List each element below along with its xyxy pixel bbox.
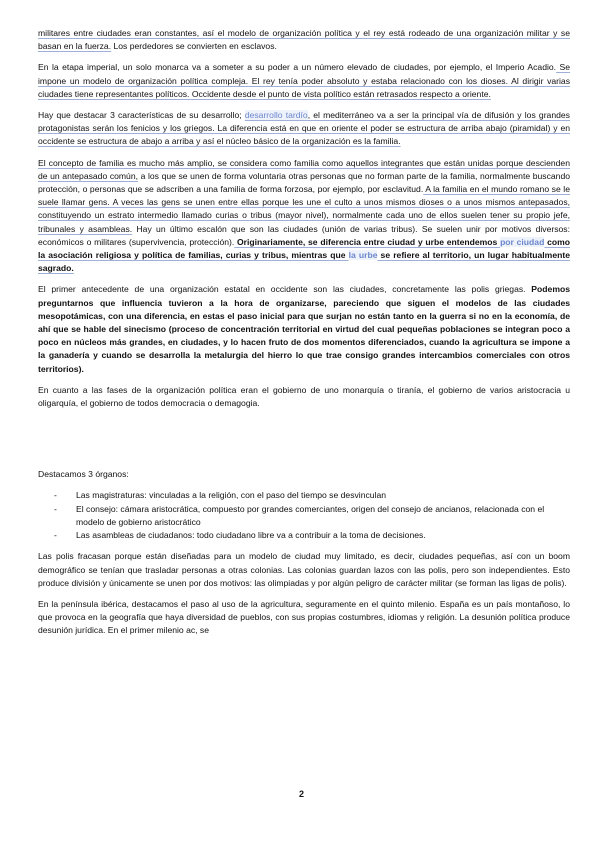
page-content xyxy=(38,27,570,646)
paragraph-1 xyxy=(38,27,570,53)
text: Hay un último escalón que son las ciudades (unión de varias tribus). xyxy=(132,223,418,234)
text: Los perdedores se convierten en esclavos. xyxy=(111,41,277,52)
text: En la etapa imperial, un solo monarca va a someter a su poder a un número elevado de ciudades, por ejemplo, el Imperio Acadio. xyxy=(38,62,557,73)
underlined-text: Al dirigir varias ciudades tiene representantes políticos. Occidente desde el punto de vista político están retrasados respecto a oriente. xyxy=(38,75,571,99)
highlighted-text: la urbe xyxy=(348,250,378,261)
underlined-text: El rey tenía poder absoluto y estaba relacionado con los dioses. xyxy=(248,75,508,86)
bold-text: como la asociación religiosa y política de familias, curias y tribus, mientras que xyxy=(38,236,570,261)
underlined-text: A veces las gens se unen entre ellas porque les une el culto a unos mismos dioses o a unos mismos antepasados, constituyendo un estrato intermedio llamado curias o tribus (mayor nivel), normalmente cada uno de ellos suelen tener su propio jefe, tribunales y asambleas. xyxy=(38,197,571,234)
highlighted-text: por ciudad xyxy=(500,236,545,247)
underlined-text: Se impone un modelo de organización política compleja. xyxy=(38,62,570,86)
paragraph-8: Las polis fracasan porque están diseñadas para un modelo de ciudad muy limitado, es decir, ciudades pequeñas, así con un boom demográfico se tenían que trasladar personas a otras colonias. Las colonias guardan lazos con las polis, pero son independientes. Esto produce división y únicamente se unen por dos motivos: las olimpiadas y por algún peligro de carácter militar (se forman las ligas de polis). xyxy=(38,551,570,588)
underlined-text: La diferencia está en que en oriente el poder se estructura de arriba abajo (piramidal) y en occidente se estructura de abajo a arriba y así el núcleo básico de la organización es la familia. xyxy=(38,123,571,147)
page-number: 2 xyxy=(298,789,304,799)
text: Hay que destacar 3 características de su desarrollo; xyxy=(38,110,245,121)
list-item: - Las magistraturas: vinculadas a la religión, con el paso del tiempo se desvinculan xyxy=(76,489,570,502)
paragraph-9: En la península ibérica, destacamos el paso al uso de la agricultura, seguramente en el quinto milenio. España es un país montañoso, lo que provoca en la geografía que haya diversidad de pueblos, con sus propias costumbres, idiomas y religión. La desunión política produce desunión jurídica. En el primer milenio ac, se xyxy=(38,598,570,636)
organs-list xyxy=(38,489,570,542)
bold-text: se refiere al territorio, un lugar habitualmente sagrado. xyxy=(38,250,570,274)
text: El primer antecedente de una organización estatal en occidente son las ciudades, concretamente las polis griegas. xyxy=(38,284,526,295)
underlined-text: militares entre ciudades eran constantes, así el modelo de organización política y el rey está rodeado de una organización militar y se basan en la fuerza. xyxy=(38,28,570,52)
bold-text: Originariamente, se diferencia entre ciudad y urbe entendemos xyxy=(234,236,501,247)
text: a los que se unen de forma voluntaria otras personas que no forman parte de la familia, normalmente buscando protección, o personas que se adscriben a una familia de forma forzosa, por ejemplo, por esclavitud. xyxy=(38,170,570,195)
paragraph-6: En cuanto a las fases de la organización política eran el gobierno de uno monarquía o tiranía, el gobierno de varios aristocracia u oligarquía, el gobierno de todos democracia o demagogia. xyxy=(38,384,570,409)
paragraph-2 xyxy=(38,61,570,101)
text: Se suelen unir por motivos diversos: económicos o militares (supervivencia, protección). xyxy=(38,223,570,247)
paragraph-3 xyxy=(38,109,570,149)
bold-text: Podemos preguntarnos que influencia tuvieron a la hora de organizarse, pareciendo que siguen el modelos de las ciudades mesopotámicas, con una diferencia, en estas el paso inicial para que surjan no están tanto en la guerra si no en la economía, de ahí que se hable del sinecismo (proceso de concentración territorial en virtud del cual pequeñas poblaciones se integran poco a poco en núcleos más grandes, en ciudades, y lo hacen fruto de dos momentos diferenciados, cuando la agricultura se impone a la ganadería y cuando se desarrolla la metalurgia del hierro lo que trae consigo grandes intercambios comerciales con otros territorios). xyxy=(38,284,570,374)
underlined-text: A la familia en el mundo romano se le suele llamar gens. xyxy=(38,184,570,208)
list-item: - Las asambleas de ciudadanos: todo ciudadano libre va a contribuir a la toma de decisiones. xyxy=(76,529,570,542)
spacer xyxy=(38,418,570,468)
underlined-text: , el mediterráneo va a ser la principal vía de difusión y los grandes protagonistas serán los fenicios y los griegos. xyxy=(38,110,570,134)
highlighted-text: desarrollo tardío xyxy=(244,110,308,121)
paragraph-4 xyxy=(38,157,570,276)
underlined-text: El concepto de familia es mucho más amplio, se considera como familia como aquellos integrantes que están unidas porque descienden de un antepasado común, xyxy=(38,157,570,181)
paragraph-7: Destacamos 3 órganos: xyxy=(38,469,129,480)
list-item: - El consejo: cámara aristocrática, compuesto por grandes comerciantes, origen del consejo de ancianos, relacionada con el modelo de gobierno aristocrático xyxy=(76,503,570,529)
paragraph-5 xyxy=(38,283,570,375)
